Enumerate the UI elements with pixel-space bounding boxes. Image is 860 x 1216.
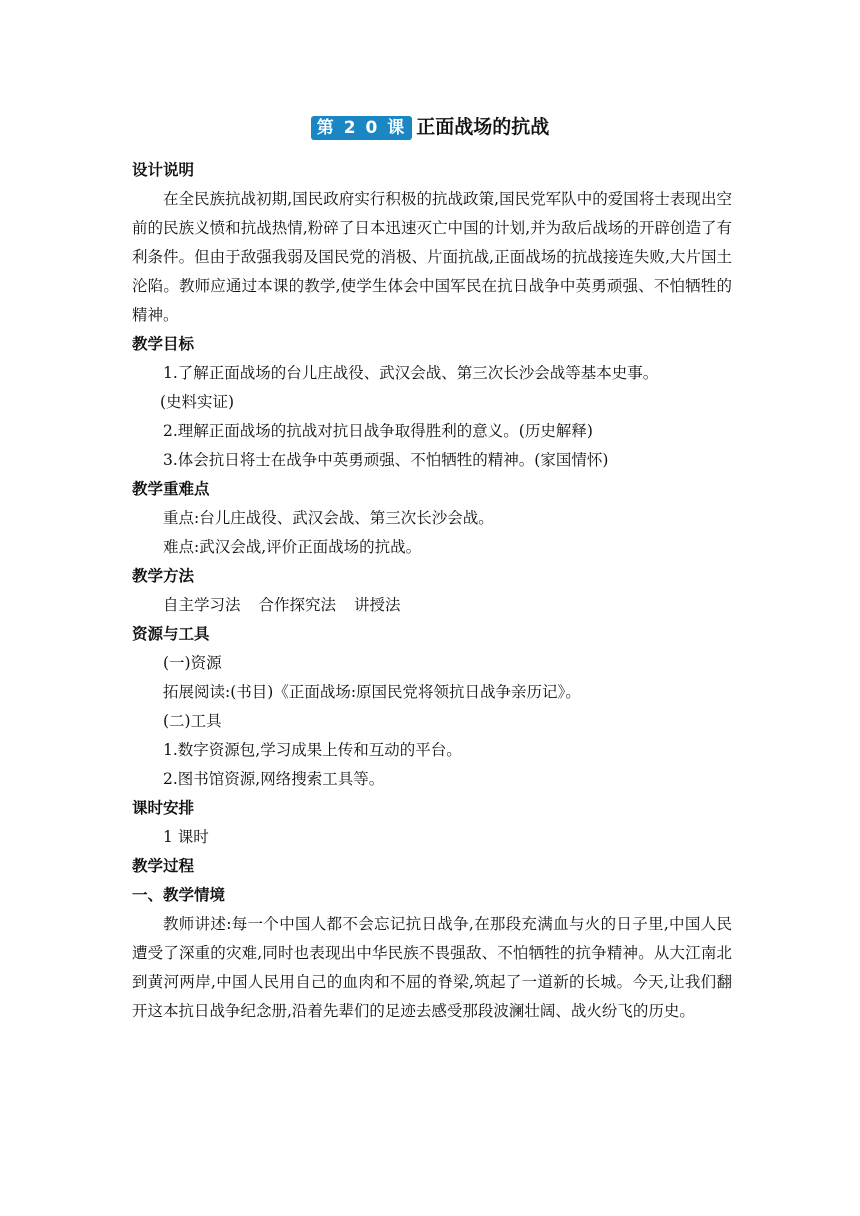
design-heading: 设计说明 <box>132 161 195 179</box>
lesson-number-badge: 第 2 0 课 <box>311 116 412 140</box>
design-paragraph: 在全民族抗战初期,国民政府实行积极的抗战政策,国民党军队中的爱国将士表现出空前的民族义愤和抗战热情,粉碎了日本迅速灭亡中国的计划,并为敌后战场的开辟创造了有利条件。但由于敌强我弱及国民党的消极、片面抗战,正面战场的抗战接连失败,大片国土沦陷。教师应通过本课的教学,使学生体会中国军民在抗日战争中英勇顽强、不怕牺牲的精神。 <box>132 190 732 324</box>
difficult-point: 难点:武汉会战,评价正面战场的抗战。 <box>163 538 422 556</box>
resources-subheading: (一)资源 <box>163 654 222 672</box>
methods-list <box>132 591 732 620</box>
goals-heading: 教学目标 <box>132 335 195 353</box>
process-heading: 教学过程 <box>132 857 195 875</box>
schedule-value: 1 课时 <box>163 828 209 846</box>
goal-item-3: 3.体会抗日将士在战争中英勇顽强、不怕牺牲的精神。(家国情怀) <box>163 451 609 469</box>
goal-item-2: 2.理解正面战场的抗战对抗日战争取得胜利的意义。(历史解释) <box>163 422 593 440</box>
process-paragraph: 教师讲述:每一个中国人都不会忘记抗日战争,在那段充满血与火的日子里,中国人民遭受了深重的灾难,同时也表现出中华民族不畏强敌、不怕牺牲的抗争精神。从大江南北到黄河两岸,中国人民用自己的血肉和不屈的脊梁,筑起了一道新的长城。今天,让我们翻开这本抗日战争纪念册,沿着先辈们的足迹去感受那段波澜壮阔、战火纷飞的历史。 <box>132 915 732 1020</box>
extended-reading: 拓展阅读:(书目)《正面战场:原国民党将领抗日战争亲历记》。 <box>163 683 581 701</box>
keypoints-heading: 教学重难点 <box>132 480 210 498</box>
tool-item-2: 2.图书馆资源,网络搜索工具等。 <box>163 770 385 788</box>
tool-item-1: 1.数字资源包,学习成果上传和互动的平台。 <box>163 741 462 759</box>
goal-item-1-continuation: (史料实证) <box>160 393 235 411</box>
lesson-title <box>0 114 860 140</box>
schedule-heading: 课时安排 <box>132 799 195 817</box>
method-item: 自主学习法 <box>163 596 241 614</box>
key-point: 重点:台儿庄战役、武汉会战、第三次长沙会战。 <box>163 509 494 527</box>
tools-subheading: (二)工具 <box>163 712 222 730</box>
document-body <box>132 156 732 1026</box>
method-item: 讲授法 <box>354 596 401 614</box>
methods-heading: 教学方法 <box>132 567 195 585</box>
resources-heading: 资源与工具 <box>132 625 210 643</box>
method-item: 合作探究法 <box>258 596 337 614</box>
lesson-title-text: 正面战场的抗战 <box>416 116 550 138</box>
goal-item-1: 1.了解正面战场的台儿庄战役、武汉会战、第三次长沙会战等基本史事。 <box>163 364 659 382</box>
process-subheading: 一、教学情境 <box>132 886 226 904</box>
